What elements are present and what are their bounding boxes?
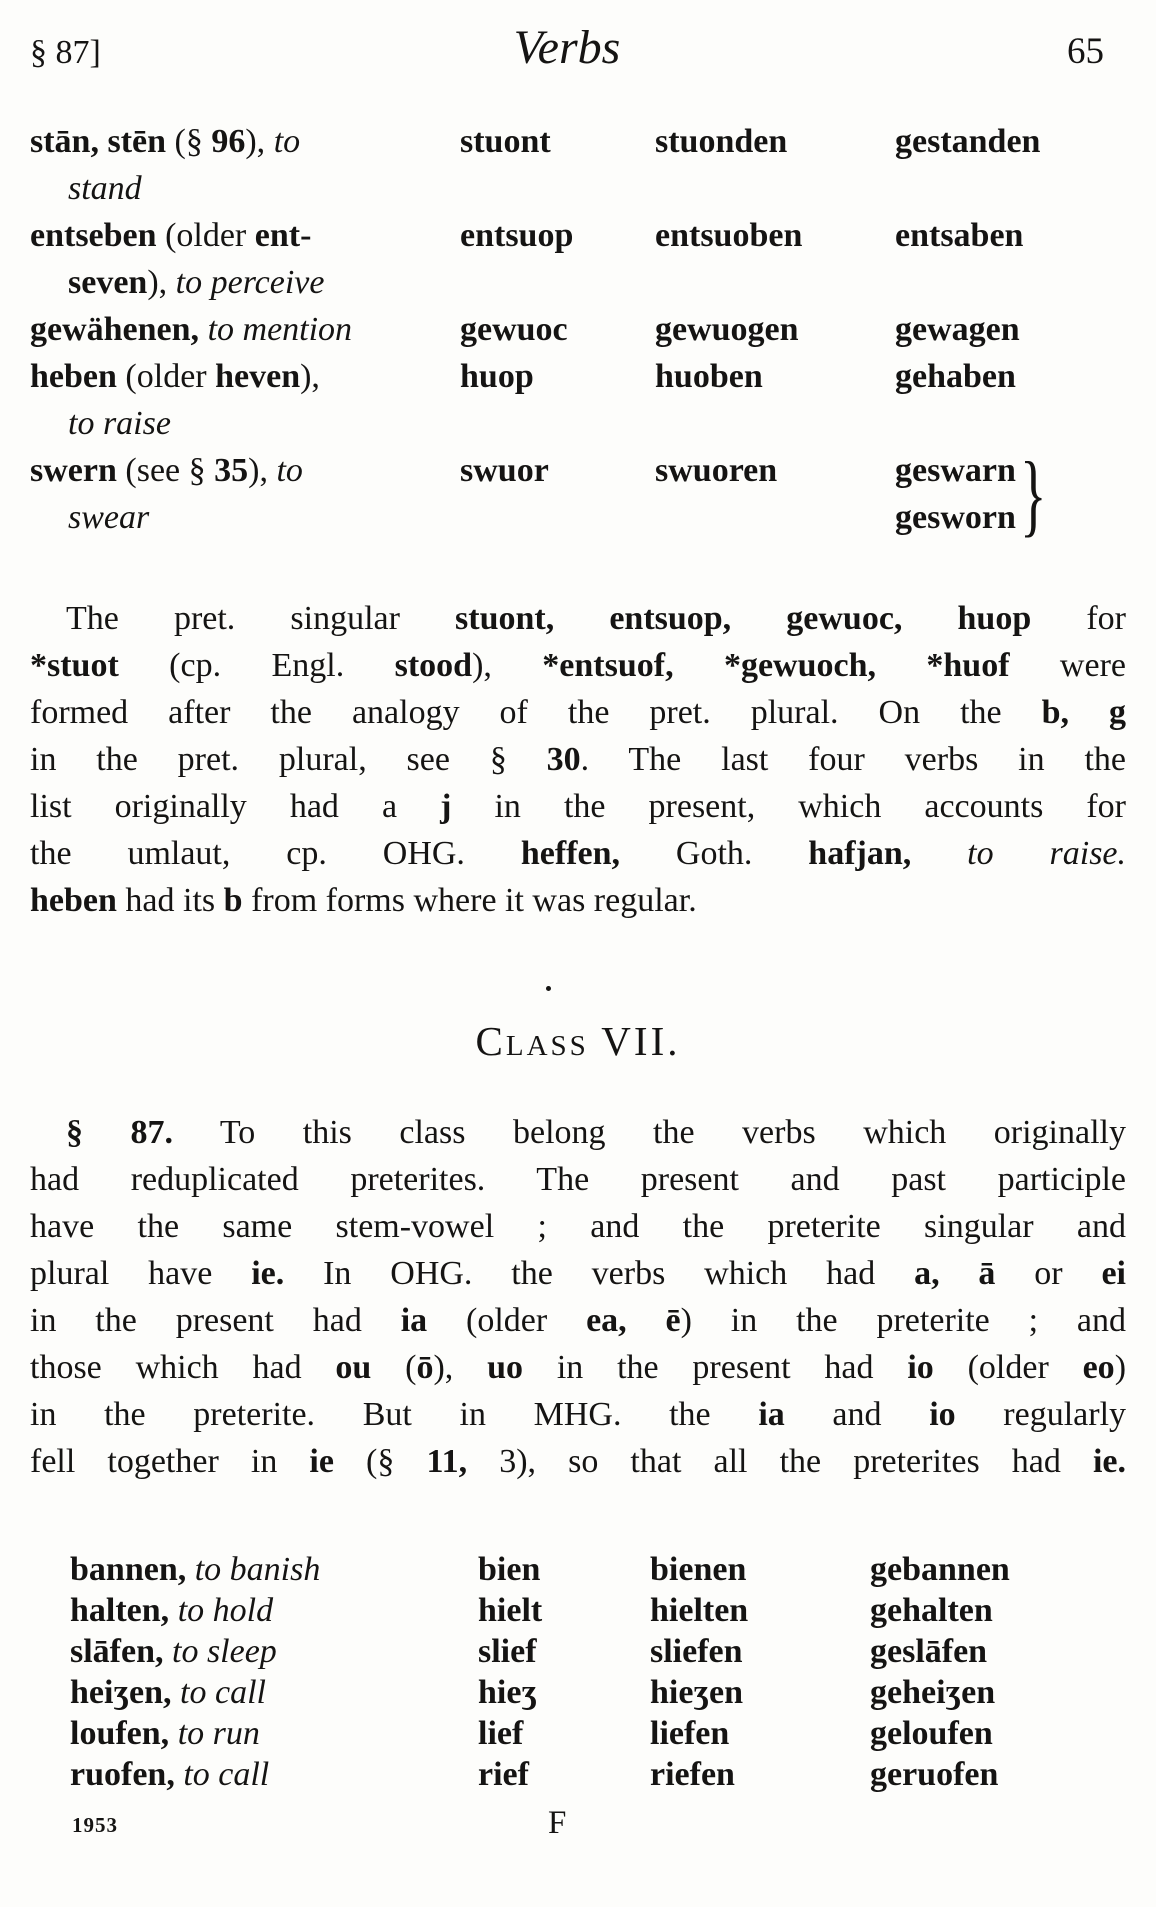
pret-plural-cell: gewuogen	[655, 311, 799, 348]
text-segment: heffen,	[520, 835, 620, 872]
text-segment: formed after the analogy of the pret. plural. On the	[30, 694, 1042, 731]
printer-signature: 1953	[72, 1813, 118, 1837]
text-line	[30, 1109, 1126, 1156]
text-segment: stān, stēn	[30, 123, 167, 160]
verb-infinitive-cell	[70, 1672, 478, 1713]
text-line	[30, 1250, 1126, 1297]
pret-singular-cell: hielt	[478, 1592, 543, 1629]
commentary-paragraph	[30, 595, 1126, 924]
pret-singular-cell: swuor	[460, 452, 549, 489]
pret-singular-cell: lief	[478, 1715, 524, 1752]
running-title: Verbs	[513, 21, 621, 74]
pret-singular-cell: gewuoc	[460, 311, 568, 348]
text-segment: had reduplicated preterites. The present and past participle	[30, 1161, 1126, 1198]
text-line	[30, 736, 1126, 783]
text-segment: ) in the preterite ; and	[680, 1302, 1126, 1339]
text-segment: The pret. singular	[66, 600, 456, 637]
text-segment: ia	[758, 1396, 785, 1433]
text-segment: io	[907, 1349, 934, 1386]
text-segment: eo	[1082, 1349, 1115, 1386]
text-segment: to call	[174, 1756, 270, 1793]
text-segment: ea, ē	[586, 1302, 681, 1339]
text-segment: (older	[116, 358, 216, 395]
text-segment: ou	[335, 1349, 372, 1386]
text-line: geruofen	[870, 1756, 999, 1793]
text-line	[70, 1713, 478, 1754]
text-segment: heben	[30, 882, 117, 919]
text-segment: from forms where it was regular.	[242, 882, 697, 919]
text-segment: in the present had	[523, 1349, 908, 1386]
text-line	[30, 689, 1126, 736]
past-participle-cell	[870, 1549, 1126, 1590]
pret-plural-cell: liefen	[650, 1715, 730, 1752]
verb-row	[70, 1754, 1126, 1795]
pret-singular-cell: hieʒ	[478, 1674, 538, 1711]
text-segment: ie.	[251, 1255, 285, 1292]
text-segment: ei	[1101, 1255, 1126, 1292]
text-line	[30, 118, 460, 165]
text-segment: in the pret. plural, see §	[30, 741, 547, 778]
text-segment: *entsuof, *gewuoch, *huof	[542, 647, 1010, 684]
verb-row	[70, 1672, 1126, 1713]
text-segment: to	[276, 452, 303, 489]
text-line	[30, 595, 1126, 642]
text-line: gehaben	[895, 358, 1016, 395]
text-segment: and	[784, 1396, 930, 1433]
section-marker: § 87]	[30, 34, 101, 71]
text-segment: swern	[30, 452, 117, 489]
verb-row	[30, 212, 1126, 306]
text-segment: 3), so that all the preterites had	[467, 1443, 1093, 1480]
verb-row	[70, 1590, 1126, 1631]
pret-plural-cell: bienen	[650, 1551, 747, 1588]
pret-singular-cell: bien	[478, 1551, 541, 1588]
text-segment: entseben	[30, 217, 157, 254]
text-segment: swear	[68, 499, 150, 536]
pret-plural-cell: sliefen	[650, 1633, 743, 1670]
page-footer	[30, 1805, 1126, 1875]
text-segment: (	[371, 1349, 417, 1386]
text-segment: list originally had a	[30, 788, 441, 825]
past-participle-cell	[895, 443, 1126, 545]
brace-glyph: }	[1019, 443, 1047, 545]
text-segment: (older	[933, 1349, 1083, 1386]
text-segment: b	[223, 882, 243, 919]
text-line: gehalten	[870, 1592, 993, 1629]
verb-infinitive-cell	[70, 1754, 478, 1795]
text-segment: heben	[30, 358, 117, 395]
verb-row	[70, 1549, 1126, 1590]
text-segment: heiʒen,	[70, 1674, 172, 1711]
text-line	[30, 1203, 1126, 1250]
text-line: geswarn	[895, 452, 1016, 489]
text-segment: § 87.	[66, 1114, 173, 1151]
text-segment: (older	[156, 217, 255, 254]
pret-singular-cell: huop	[460, 358, 534, 395]
separator-dot	[546, 986, 551, 991]
past-participle-cell	[870, 1590, 1126, 1631]
text-segment: to call	[171, 1674, 266, 1711]
pret-singular-cell: stuont	[460, 123, 551, 160]
text-segment: a, ā	[914, 1255, 996, 1292]
text-segment: to perceive	[175, 264, 325, 301]
past-participle-cell	[895, 306, 1126, 353]
text-line	[30, 783, 1126, 830]
past-participle-cell	[895, 118, 1126, 165]
text-segment: loufen,	[70, 1715, 170, 1752]
text-segment: regularly	[955, 1396, 1127, 1433]
text-segment: ),	[472, 647, 543, 684]
text-line	[30, 306, 460, 353]
text-segment: (see §	[116, 452, 215, 489]
text-segment: ),	[248, 452, 277, 489]
class-heading: Class VII.	[475, 1018, 681, 1064]
pret-plural-cell: stuonden	[655, 123, 788, 160]
verb-infinitive-cell	[70, 1713, 478, 1754]
section-87-paragraph	[30, 1109, 1126, 1485]
text-segment: to banish	[186, 1551, 321, 1588]
text-segment: ),	[433, 1349, 488, 1386]
page-number: 65	[1067, 31, 1104, 72]
text-segment: b, g	[1041, 694, 1126, 731]
text-segment: stand	[68, 170, 142, 207]
text-segment: To this class belong the verbs which originally	[173, 1114, 1126, 1151]
past-participle-cell	[895, 212, 1126, 259]
pret-plural-cell: swuoren	[655, 452, 778, 489]
text-segment: to raise	[68, 405, 171, 442]
text-segment: bannen,	[70, 1551, 187, 1588]
text-line	[30, 830, 1126, 877]
text-line: gesworn	[895, 499, 1016, 536]
text-segment: or	[995, 1255, 1102, 1292]
text-segment: 96	[211, 123, 246, 160]
text-line: gebannen	[870, 1551, 1010, 1588]
text-line	[70, 1549, 478, 1590]
verb-infinitive-cell	[30, 447, 460, 541]
pret-singular-cell: rief	[478, 1756, 529, 1793]
pret-plural-cell: huoben	[655, 358, 763, 395]
text-segment: have the same stem-vowel ; and the preterite singular and	[30, 1208, 1126, 1245]
text-segment: were	[1009, 647, 1126, 684]
text-line	[70, 1631, 478, 1672]
text-line	[30, 1156, 1126, 1203]
past-participle-cell	[870, 1713, 1126, 1754]
text-segment: (cp. Engl.	[118, 647, 395, 684]
text-line	[30, 165, 460, 212]
text-segment: the umlaut, cp. OHG.	[30, 835, 521, 872]
verb-row	[70, 1631, 1126, 1672]
past-participle-cell	[870, 1754, 1126, 1795]
verb-infinitive-cell	[70, 1631, 478, 1672]
text-line	[30, 259, 460, 306]
text-line	[30, 877, 1126, 924]
text-segment: ia	[400, 1302, 428, 1339]
past-participle-cell	[870, 1631, 1126, 1672]
pret-plural-cell: hieʒen	[650, 1674, 744, 1711]
text-segment: In OHG. the verbs which had	[284, 1255, 915, 1292]
pret-singular-cell: entsuop	[460, 217, 574, 254]
text-segment: to raise.	[911, 835, 1127, 872]
verb-row	[30, 306, 1126, 353]
text-segment: ie	[309, 1443, 334, 1480]
text-line: geheiʒen	[870, 1674, 996, 1711]
text-segment: ruofen,	[70, 1756, 175, 1793]
pret-singular-cell: slief	[478, 1633, 537, 1670]
text-segment: Goth.	[619, 835, 809, 872]
text-segment: (§	[333, 1443, 427, 1480]
text-segment: gewähenen,	[30, 311, 200, 348]
text-segment: uo	[487, 1349, 524, 1386]
verb-infinitive-cell	[30, 118, 460, 212]
text-segment: seven	[68, 264, 148, 301]
text-line	[30, 1391, 1126, 1438]
text-segment: had its	[116, 882, 224, 919]
text-segment: ō	[416, 1349, 434, 1386]
verb-table-class-6	[30, 118, 1126, 545]
text-line	[30, 1297, 1126, 1344]
text-segment: ie.	[1092, 1443, 1127, 1480]
text-segment: to sleep	[163, 1633, 277, 1670]
page-header	[30, 20, 1126, 84]
verb-infinitive-cell	[70, 1549, 478, 1590]
text-segment: j	[440, 788, 452, 825]
verb-row	[30, 118, 1126, 212]
text-line	[30, 400, 460, 447]
verb-infinitive-cell	[30, 306, 460, 353]
pret-plural-cell: hielten	[650, 1592, 749, 1629]
text-segment: in the preterite. But in MHG. the	[30, 1396, 759, 1433]
text-line	[30, 642, 1126, 689]
verb-row	[30, 443, 1126, 545]
text-line	[30, 212, 460, 259]
text-line: entsaben	[895, 217, 1024, 254]
text-segment: for	[1031, 600, 1126, 637]
text-line: gestanden	[895, 123, 1041, 160]
verb-table-class-7	[70, 1549, 1126, 1795]
text-segment: slāfen,	[70, 1633, 164, 1670]
text-line: gewagen	[895, 311, 1020, 348]
text-line	[30, 447, 460, 494]
signature-letter: F	[548, 1805, 567, 1841]
text-segment: io	[929, 1396, 956, 1433]
text-segment: to run	[169, 1715, 260, 1752]
text-line: geloufen	[870, 1715, 993, 1752]
text-line	[30, 1344, 1126, 1391]
past-participle-cell	[895, 353, 1126, 400]
text-segment: 30	[546, 741, 581, 778]
text-segment: 11,	[426, 1443, 468, 1480]
text-segment: stood	[394, 647, 473, 684]
pret-plural-cell: entsuoben	[655, 217, 803, 254]
text-line	[70, 1754, 478, 1795]
past-participle-cell	[870, 1672, 1126, 1713]
text-segment: ent-	[254, 217, 312, 254]
text-segment: to	[273, 123, 301, 160]
text-segment: fell together in	[30, 1443, 310, 1480]
text-segment: those which had	[30, 1349, 336, 1386]
text-segment: to hold	[169, 1592, 274, 1629]
verb-infinitive-cell	[30, 353, 460, 447]
text-segment: ),	[147, 264, 176, 301]
text-segment: to mention	[199, 311, 353, 348]
text-line: geslāfen	[870, 1633, 988, 1670]
verb-infinitive-cell	[30, 212, 460, 306]
text-segment: halten,	[70, 1592, 170, 1629]
text-segment: *stuot	[30, 647, 119, 684]
text-segment: )	[1114, 1349, 1127, 1386]
text-segment: plural have	[30, 1255, 252, 1292]
text-segment: hafjan,	[808, 835, 912, 872]
text-line	[70, 1672, 478, 1713]
text-line	[30, 353, 460, 400]
text-segment: ),	[300, 358, 320, 395]
text-segment: 35	[214, 452, 249, 489]
verb-infinitive-cell	[70, 1590, 478, 1631]
text-line	[70, 1590, 478, 1631]
text-segment: . The last four verbs in the	[580, 741, 1127, 778]
text-segment: in the present, which accounts for	[451, 788, 1127, 825]
text-line	[30, 1438, 1126, 1485]
text-segment: (older	[427, 1302, 587, 1339]
text-segment: (§	[166, 123, 212, 160]
verb-row	[70, 1713, 1126, 1754]
text-segment: in the present had	[30, 1302, 401, 1339]
pret-plural-cell: riefen	[650, 1756, 735, 1793]
text-line	[30, 494, 460, 541]
verb-row	[30, 353, 1126, 447]
text-segment: stuont, entsuop, gewuoc, huop	[455, 600, 1032, 637]
text-segment: heven	[215, 358, 301, 395]
text-segment: ),	[245, 123, 274, 160]
